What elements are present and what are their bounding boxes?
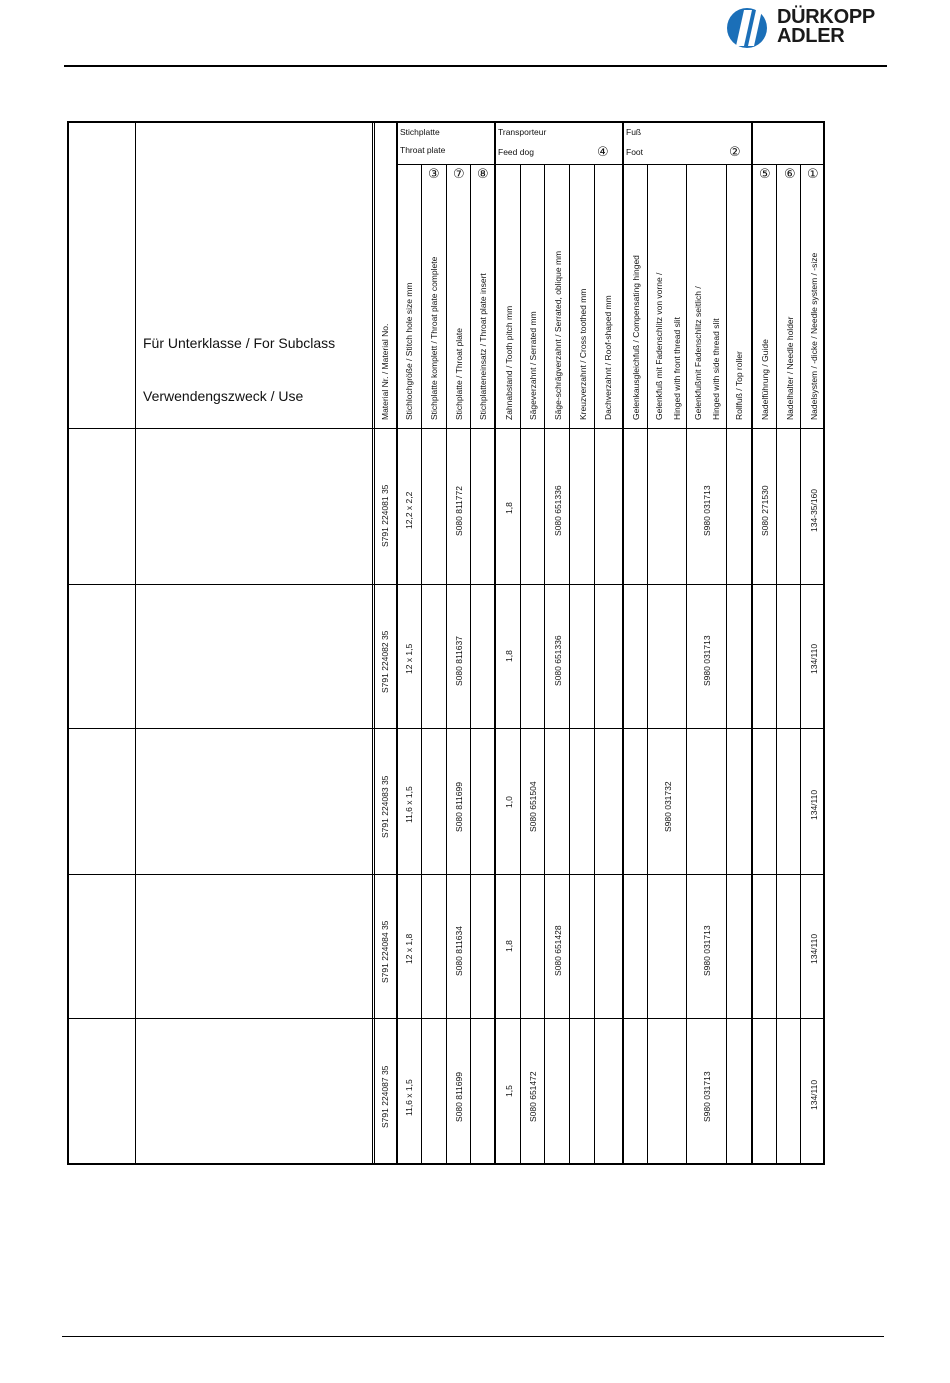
col-nadelhalter: Nadelhalter / Needle holder [785,316,795,420]
group-transporteur-de: Transporteur [498,127,547,137]
col-material-nr: Material Nr. / Material No. [380,323,390,420]
cell-material: S791 224087 35 [380,1065,390,1128]
cell-side-slit: S980 031713 [702,485,712,536]
col-gelenk-vorne-2: Hinged with front thread slit [672,317,682,420]
cell-plate: S080 811772 [454,486,464,536]
cell-needle: 134/110 [809,1079,819,1110]
cell-serrated: S080 651504 [528,781,538,832]
marker-stichplatteneinsatz: ⑧ [477,166,489,181]
cell-material: S791 224081 35 [380,484,390,547]
transporteur-marker: ④ [597,144,609,159]
cell-hole: 12,2 x 2,2 [404,491,414,529]
cell-plate: S080 811699 [454,782,464,832]
cell-plate: S080 811634 [454,926,464,976]
header-rule [64,65,887,67]
brand-name-line1: DÜRKOPP [777,6,875,28]
subclass-label: Für Unterklasse / For Subclass [143,335,336,351]
marker-nadelhalter: ⑥ [784,166,796,181]
cell-material: S791 224084 35 [380,920,390,983]
cell-hole: 12 x 1,8 [404,933,414,964]
cell-side-slit: S980 031713 [702,925,712,976]
cell-side-slit: S980 031713 [702,1071,712,1122]
cell-needle: 134-35/160 [809,488,819,532]
col-stichplatte: Stichplatte / Throat plate [454,328,464,420]
cell-material: S791 224082 35 [380,630,390,693]
col-nadelsystem: Nadelsystem / -dicke / Needle system / -size [809,252,819,420]
col-gelenk-seitlich-1: Gelenkfußmit Fadenschlitz seitlich / [693,286,703,420]
col-stichlochgroesse: Stichlochgröße / Stitch hole size mm [404,282,414,420]
group-stichplatte-de: Stichplatte [400,127,440,137]
cell-needle: 134/110 [809,789,819,820]
group-transporteur-en: Feed dog [498,147,534,157]
col-saegeverzahnt: Sägeverzahnt / Serrated mm [528,311,538,420]
col-nadelfuehrung: Nadelführung / Guide [760,339,770,420]
col-stichplatteneinsatz: Stichplatteneinsatz / Throat plate insert [478,273,488,420]
cell-guide: S080 271530 [760,485,770,536]
cell-serrated: S080 651472 [528,1071,538,1122]
col-gelenkausgleich: Gelenkausgleichfuß / Compensating hinged [631,255,641,420]
cell-oblique: S080 651336 [553,485,563,536]
col-kreuzverzahnt: Kreuzverzahnt / Cross toothed mm [578,288,588,420]
cell-hole: 11,6 x 1,5 [404,1079,414,1116]
group-stichplatte-en: Throat plate [400,145,446,155]
fuss-marker: ② [729,144,741,159]
marker-nadelfuehrung: ⑤ [759,166,771,181]
col-dachverzahnt: Dachverzahnt / Roof-shaped mm [603,295,613,420]
cell-material: S791 224083 35 [380,775,390,838]
footer-rule [62,1336,884,1337]
cell-needle: 134/110 [809,933,819,964]
cell-plate: S080 811637 [454,636,464,686]
use-label: Verwendengszweck / Use [143,388,304,404]
group-fuss-de: Fuß [626,127,642,137]
brand-name-line2: ADLER [777,25,845,47]
cell-pitch: 1,8 [504,940,514,952]
cell-pitch: 1,8 [504,650,514,662]
col-gelenk-vorne-1: Gelenkfuß mit Fadenschlitz von vorne / [654,272,664,420]
group-fuss-en: Foot [626,147,644,157]
cell-pitch: 1,8 [504,502,514,514]
marker-nadelsystem: ① [807,166,819,181]
cell-plate: S080 811699 [454,1072,464,1122]
cell-pitch: 1,5 [504,1085,514,1097]
cell-hole: 12 x 1,5 [404,643,414,674]
col-rollfuss: Rollfuß / Top roller [734,351,744,420]
cell-side-slit: S980 031713 [702,635,712,686]
col-stichplatte-komplett: Stichplatte komplett / Throat plate complete [429,256,439,420]
marker-stichplatte-komplett: ③ [428,166,440,181]
col-gelenk-seitlich-2: Hinged with side thread slit [711,318,721,420]
cell-oblique: S080 651336 [553,635,563,686]
cell-pitch: 1,0 [504,796,514,808]
cell-front-slit: S980 031732 [663,781,673,832]
cell-hole: 11,6 x 1,5 [404,786,414,823]
cell-needle: 134/110 [809,643,819,674]
col-saege-schraeg: Säge-schrägverzahnt / Serrated, oblique mm [553,250,563,420]
marker-stichplatte: ⑦ [453,166,465,181]
cell-oblique: S080 651428 [553,925,563,976]
col-zahnabstand: Zahnabstand / Tooth pitch mm [504,305,514,420]
